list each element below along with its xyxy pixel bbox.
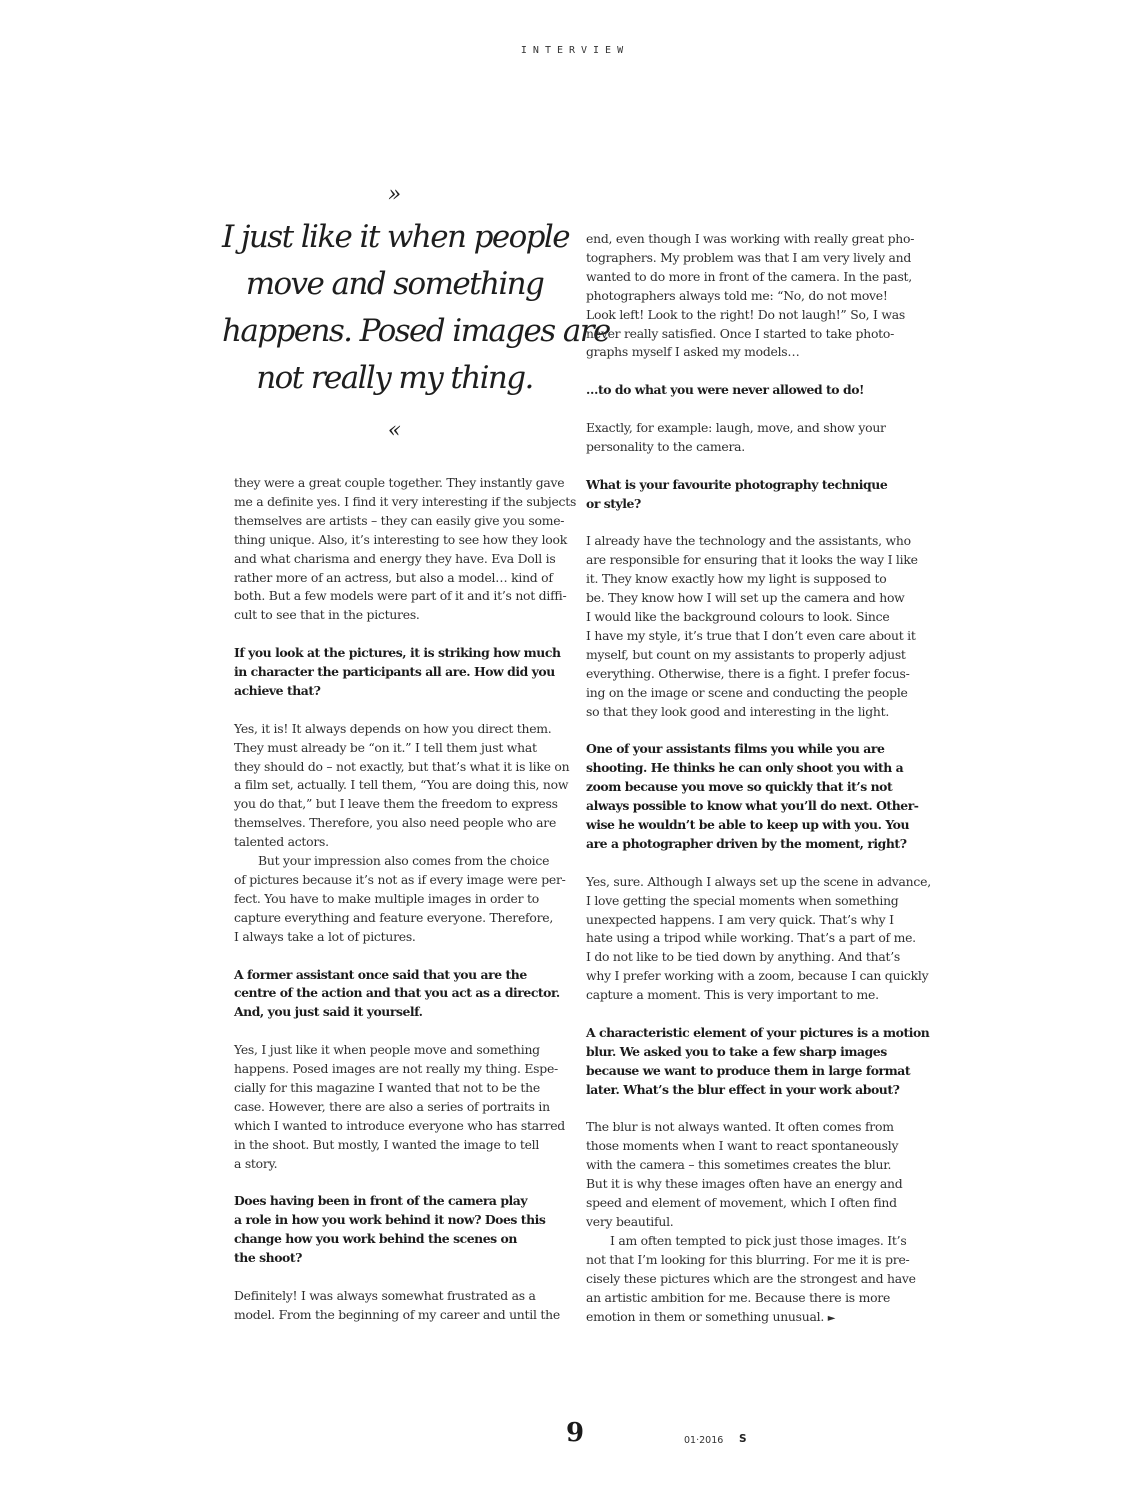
- text-line: tographers. My problem was that I am very lively and: [586, 249, 912, 265]
- text-line: But your impression also comes from the choice: [258, 853, 550, 869]
- text-line: I love getting the special moments when something: [586, 892, 899, 908]
- text-line: They must already be “on it.” I tell them just what: [234, 739, 537, 755]
- text-line: unexpected happens. I am very quick. That’s why I: [586, 911, 894, 927]
- text-line: themselves are artists – they can easily give you some-: [234, 512, 565, 528]
- text-line: photographers always told me: “No, do not move!: [586, 287, 888, 303]
- text-line: later. What’s the blur effect in your work about?: [586, 1081, 900, 1097]
- interview-question: [586, 1024, 930, 1100]
- interview-answer: [234, 474, 577, 625]
- text-line: never really satisfied. Once I started to take photo-: [586, 325, 895, 341]
- text-line: A characteristic element of your pictures is a motion: [586, 1024, 930, 1040]
- close-quote-mark: «: [387, 418, 402, 443]
- pull-quote-line: not really my thing.: [256, 360, 533, 396]
- text-line: an artistic ambition for me. Because there is more: [586, 1289, 891, 1305]
- text-line: they should do – not exactly, but that’s what it is like on: [234, 758, 570, 774]
- interview-answer: [586, 419, 916, 457]
- text-line: The blur is not always wanted. It often comes from: [586, 1119, 894, 1135]
- text-line: are a photographer driven by the moment, right?: [586, 835, 907, 851]
- text-line: wanted to do more in front of the camera. In the past,: [586, 268, 912, 284]
- text-line: Yes, sure. Although I always set up the scene in advance,: [586, 873, 931, 889]
- text-line: centre of the action and that you act as a director.: [234, 985, 560, 1001]
- text-line: Yes, I just like it when people move and something: [234, 1042, 540, 1058]
- text-line: be. They know how I will set up the camera and how: [586, 590, 905, 606]
- magazine-brand: S: [739, 1433, 747, 1445]
- text-line: cult to see that in the pictures.: [234, 607, 420, 623]
- interview-question: [234, 966, 564, 1023]
- text-line: of pictures because it’s not as if every image were per-: [234, 872, 566, 887]
- text-line: rather more of an actress, but also a model… kind of: [234, 569, 553, 585]
- interview-answer: [586, 873, 931, 1005]
- text-line: because we want to produce them in large format: [586, 1062, 911, 1078]
- text-line: I already have the technology and the assistants, who: [586, 533, 911, 549]
- text-line: cially for this magazine I wanted that not to be the: [234, 1079, 540, 1095]
- text-line: themselves. Therefore, you also need people who are: [234, 815, 557, 831]
- interview-question: [234, 1192, 564, 1268]
- pull-quote-line: move and something: [245, 266, 544, 302]
- text-line: Exactly, for example: laugh, move, and show your: [586, 420, 886, 436]
- interview-answer: [586, 532, 916, 721]
- text-line: why I prefer working with a zoom, because I can quickly: [586, 968, 929, 984]
- text-line: with the camera – this sometimes creates the blur.: [586, 1157, 892, 1173]
- text-line: everything. Otherwise, there is a fight. I prefer focus-: [586, 665, 910, 681]
- text-line-wrapper: [586, 1308, 916, 1329]
- text-line: end, even though I was working with really great pho-: [586, 231, 915, 246]
- interview-answer: [586, 1118, 916, 1328]
- interview-question: [586, 740, 919, 853]
- text-line: One of your assistants films you while you are: [586, 741, 885, 757]
- text-line: a film set, actually. I tell them, “You are doing this, now: [234, 777, 569, 793]
- text-line: a story.: [234, 1155, 278, 1171]
- text-line: and what charisma and energy they have. Eva Doll is: [234, 550, 556, 566]
- interview-answer: [234, 1287, 564, 1325]
- text-line: graphs myself I asked my models…: [586, 344, 800, 360]
- text-line: fect. You have to make multiple images in order to: [234, 890, 539, 906]
- text-line: I do not like to be tied down by anything. And that’s: [586, 949, 900, 965]
- text-line: If you look at the pictures, it is striking how much: [234, 645, 561, 661]
- text-line: which I wanted to introduce everyone who has starred: [234, 1117, 565, 1133]
- continue-arrow-icon: ►: [827, 1312, 836, 1324]
- text-line: I always take a lot of pictures.: [234, 928, 416, 944]
- text-line: What is your favourite photography technique: [586, 476, 888, 492]
- text-line: capture a moment. This is very important to me.: [586, 987, 879, 1003]
- pull-quote-line: happens. Posed images are: [222, 313, 610, 349]
- text-line: blur. We asked you to take a few sharp images: [586, 1043, 887, 1059]
- text-line: ing on the image or scene and conducting the people: [586, 684, 908, 700]
- section-label: INTERVIEW: [520, 45, 630, 56]
- text-line: zoom because you move so quickly that it’s not: [586, 779, 893, 795]
- text-line: a role in how you work behind it now? Does this: [234, 1212, 546, 1228]
- interview-answer: [586, 230, 916, 362]
- text-line: model. From the beginning of my career and until the: [234, 1306, 560, 1322]
- text-line: or style?: [586, 495, 641, 511]
- text-line: I would like the background colours to look. Since: [586, 609, 890, 625]
- interview-question: [586, 476, 916, 514]
- text-line: myself, but count on my assistants to properly adjust: [586, 646, 906, 662]
- text-line: you do that,” but I leave them the freedom to express: [234, 796, 558, 812]
- text-line: And, you just said it yourself.: [234, 1004, 423, 1020]
- text-line: both. But a few models were part of it and it’s not diffi-: [234, 588, 567, 604]
- text-line: those moments when I want to react spontaneously: [586, 1138, 899, 1154]
- text-line: emotion in them or something unusual.: [586, 1308, 825, 1324]
- text-line: Definitely! I was always somewhat frustrated as a: [234, 1287, 536, 1303]
- left-text-column: [234, 474, 577, 1344]
- text-line: change how you work behind the scenes on: [234, 1231, 517, 1247]
- text-line: in character the participants all are. How did you: [234, 664, 555, 680]
- text-line: shooting. He thinks he can only shoot you with a: [586, 760, 904, 776]
- pull-quote: [222, 180, 610, 446]
- interview-answer: [234, 1041, 564, 1173]
- text-line: But it is why these images often have an energy and: [586, 1176, 903, 1192]
- text-line: achieve that?: [234, 682, 321, 698]
- text-line: Does having been in front of the camera play: [234, 1193, 528, 1209]
- text-line: are responsible for ensuring that it looks the way I like: [586, 552, 918, 568]
- text-line: case. However, there are also a series of portraits in: [234, 1098, 550, 1114]
- text-line: …to do what you were never allowed to do!: [586, 382, 865, 398]
- pull-quote-line: I just like it when people: [222, 219, 569, 255]
- page-number: 9: [566, 1418, 585, 1448]
- text-line: A former assistant once said that you are the: [234, 966, 527, 982]
- text-line: Look left! Look to the right! Do not laugh!” So, I was: [586, 306, 905, 322]
- text-line: me a definite yes. I find it very interesting if the subjects: [234, 493, 577, 509]
- right-text-column: [586, 230, 931, 1347]
- text-line: talented actors.: [234, 834, 329, 850]
- interview-answer: [234, 720, 570, 947]
- text-line: speed and element of movement, which I often find: [586, 1195, 897, 1211]
- text-line: in the shoot. But mostly, I wanted the image to tell: [234, 1136, 540, 1152]
- issue-date: 01·2016: [684, 1435, 724, 1446]
- text-line: very beautiful.: [586, 1214, 674, 1229]
- text-line: always possible to know what you’ll do next. Other-: [586, 798, 919, 814]
- open-quote-mark: »: [387, 182, 402, 207]
- text-line: the shoot?: [234, 1250, 302, 1266]
- interview-question: [586, 381, 916, 400]
- text-line: cisely these pictures which are the strongest and have: [586, 1270, 916, 1286]
- text-line: thing unique. Also, it’s interesting to see how they look: [234, 531, 567, 547]
- text-line: hate using a tripod while working. That’s a part of me.: [586, 930, 916, 946]
- text-line: so that they look good and interesting in the light.: [586, 703, 890, 719]
- text-line: I am often tempted to pick just those images. It’s: [610, 1232, 907, 1248]
- interview-question: [234, 644, 564, 701]
- text-line: capture everything and feature everyone. Therefore,: [234, 909, 554, 925]
- text-line: it. They know exactly how my light is supposed to: [586, 571, 887, 587]
- text-line: I have my style, it’s true that I don’t even care about it: [586, 627, 916, 643]
- text-line: not that I’m looking for this blurring. For me it is pre-: [586, 1251, 910, 1267]
- text-line: wise he wouldn’t be able to keep up with you. You: [586, 817, 910, 833]
- text-line: happens. Posed images are not really my thing. Espe-: [234, 1061, 558, 1077]
- text-line: they were a great couple together. They instantly gave: [234, 475, 565, 490]
- text-line: Yes, it is! It always depends on how you direct them.: [234, 720, 552, 736]
- text-line: personality to the camera.: [586, 438, 745, 454]
